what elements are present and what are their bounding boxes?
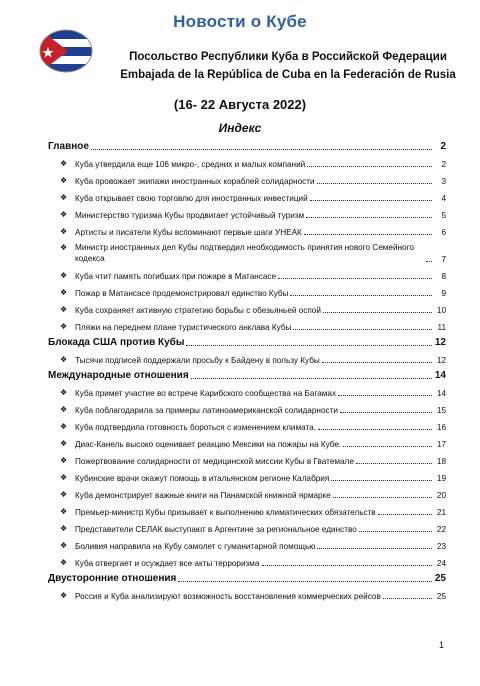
toc-page-number: 11: [437, 323, 446, 332]
toc-item-text: Артисты и писатели Кубы вспоминают первые шаги УНЕАК: [75, 228, 302, 237]
dot-leader: [178, 581, 432, 582]
toc-page-number: 12: [434, 337, 446, 348]
toc-item[interactable]: [48, 239, 446, 266]
toc-section-blockade[interactable]: [48, 334, 446, 350]
dot-leader: [426, 261, 432, 262]
page-footer-number: 1: [438, 640, 444, 650]
toc-section-title: Двусторонние отношения: [48, 573, 177, 584]
dot-leader: [278, 278, 432, 279]
dot-leader: [383, 598, 432, 599]
toc-item[interactable]: [48, 205, 446, 222]
diamond-bullet-icon: ❖: [60, 456, 68, 465]
diamond-bullet-icon: ❖: [60, 439, 68, 448]
embassy-name-ru: Посольство Республики Куба в Российской Федерации: [129, 51, 447, 63]
toc-item-text: Пляжи на переднем плане туристического анклава Кубы: [75, 323, 292, 332]
toc-item[interactable]: [48, 519, 446, 536]
toc-item[interactable]: [48, 417, 446, 434]
toc-page-number: 5: [441, 211, 446, 220]
toc-page-number: 16: [436, 423, 446, 432]
index-heading: Индекс: [218, 121, 262, 135]
toc-page-number: 10: [436, 306, 446, 315]
toc-item[interactable]: [48, 383, 446, 400]
toc-page-number: 20: [436, 491, 446, 500]
dot-leader: [304, 234, 432, 235]
toc-page-number: 18: [436, 457, 446, 466]
diamond-bullet-icon: ❖: [60, 355, 68, 364]
toc-page-number: 24: [436, 559, 446, 568]
dot-leader: [338, 395, 432, 396]
dot-leader: [318, 429, 432, 430]
toc-page-number: 25: [436, 592, 446, 601]
toc-item[interactable]: [48, 283, 446, 300]
diamond-bullet-icon: ❖: [60, 322, 68, 331]
toc-item-text: Куба поблагодарила за примеры латиноамериканской солидарности: [75, 406, 338, 415]
toc-item[interactable]: [48, 434, 446, 451]
dot-leader: [191, 378, 432, 379]
toc-item-text: Куба чтит память погибших при пожаре в Матансасе: [75, 272, 277, 281]
diamond-bullet-icon: ❖: [60, 422, 68, 431]
toc-item-text: Премьер-министр Кубы призывает к выполнению климатических обязательств: [75, 508, 376, 517]
dot-leader: [307, 166, 432, 167]
toc-item[interactable]: [48, 400, 446, 417]
diamond-bullet-icon: ❖: [60, 591, 68, 600]
toc-page-number: 9: [441, 289, 446, 298]
toc-item[interactable]: [48, 154, 446, 171]
toc-item[interactable]: [48, 350, 446, 367]
toc-item-text: Куба демонстрирует важные книги на Панамской книжной ярмарке: [75, 491, 331, 500]
dot-leader: [290, 295, 432, 296]
date-range: (16- 22 Августа 2022): [173, 97, 307, 112]
dot-leader: [91, 149, 432, 150]
toc-item-text: Боливия направила на Кубу самолет с гуманитарной помощью: [75, 542, 316, 551]
toc-item[interactable]: [48, 485, 446, 502]
toc-item[interactable]: [48, 553, 446, 570]
toc-page-number: 15: [436, 406, 446, 415]
toc-item-text: Куба отвергает и осуждает все акты терроризма: [75, 559, 260, 568]
toc-item-text: Куба примет участие во встрече Карибского сообщества на Багамах: [75, 389, 337, 398]
diamond-bullet-icon: ❖: [60, 176, 68, 185]
toc-page-number: 23: [436, 542, 446, 551]
toc-item-text: Куба подтвердила готовность бороться с изменением климата.: [75, 423, 316, 432]
diamond-bullet-icon: ❖: [60, 558, 68, 567]
diamond-bullet-icon: ❖: [60, 227, 68, 236]
toc-item[interactable]: [48, 502, 446, 519]
dot-leader: [186, 345, 432, 346]
toc-item[interactable]: [48, 171, 446, 188]
toc-item-text: Министерство туризма Кубы продвигает устойчивый туризм: [75, 211, 305, 220]
toc-item-text: Куба утвердила еще 106 микро-, средних и малых компаний: [75, 160, 306, 169]
dot-leader: [322, 362, 432, 363]
dot-leader: [323, 312, 432, 313]
diamond-bullet-icon: ❖: [60, 193, 68, 202]
toc-page-number: 2: [440, 141, 446, 152]
toc-page-number: 21: [436, 508, 446, 517]
diamond-bullet-icon: ❖: [60, 507, 68, 516]
diamond-bullet-icon: ❖: [60, 159, 68, 168]
toc-item-text: Тысячи подписей поддержали просьбу к Байдену в пользу Кубы: [75, 356, 320, 365]
toc-section-international[interactable]: [48, 367, 446, 383]
dot-leader: [356, 463, 432, 464]
diamond-bullet-icon: ❖: [60, 405, 68, 414]
dot-leader: [340, 412, 432, 413]
toc-page-number: 3: [441, 177, 446, 186]
diamond-bullet-icon: ❖: [60, 524, 68, 533]
toc-item-text: Куба сохраняет активную стратегию борьбы с обезьяньей оспой: [75, 306, 321, 315]
dot-leader: [317, 548, 432, 549]
dot-leader: [293, 329, 432, 330]
diamond-bullet-icon: ❖: [60, 388, 68, 397]
toc-section-bilateral[interactable]: [48, 570, 446, 586]
diamond-bullet-icon: ❖: [60, 541, 68, 550]
toc-page-number: 6: [441, 228, 446, 237]
toc-section-title: Блокада США против Кубы: [48, 337, 185, 348]
diamond-bullet-icon: ❖: [60, 305, 68, 314]
toc-section-title: Международные отношения: [48, 370, 189, 381]
toc-page-number: 17: [436, 440, 446, 449]
diamond-bullet-icon: ❖: [60, 490, 68, 499]
diamond-bullet-icon: ❖: [60, 271, 68, 280]
table-of-contents: [48, 138, 446, 603]
toc-item[interactable]: [48, 317, 446, 334]
diamond-bullet-icon: ❖: [60, 243, 68, 252]
toc-item[interactable]: [48, 266, 446, 283]
toc-page-number: 14: [436, 389, 446, 398]
embassy-name-es: Embajada de la República de Cuba en la Federación de Rusia: [120, 69, 456, 81]
dot-leader: [378, 514, 432, 515]
toc-item-text: Пожертвование солидарности от медицинской миссии Кубы в Гватемале: [75, 457, 354, 466]
toc-item-text: Представители СЕЛАК выступают в Аргентине за региональное единство: [75, 525, 357, 534]
toc-item[interactable]: [48, 222, 446, 239]
toc-page-number: 25: [434, 573, 446, 584]
toc-page-number: 7: [441, 255, 446, 264]
dot-leader: [306, 217, 432, 218]
toc-item-text: Диас-Канель высоко оценивает реакцию Мексики на пожары на Кубе.: [75, 440, 342, 449]
toc-item-text: Россия и Куба анализируют возможность восстановления коммерческих рейсов: [75, 592, 381, 601]
toc-section-title: Главное: [48, 141, 89, 152]
toc-page-number: 22: [436, 525, 446, 534]
toc-page-number: 12: [436, 356, 446, 365]
toc-page-number: 19: [436, 474, 446, 483]
toc-item[interactable]: [48, 300, 446, 317]
toc-item-text: Министр иностранных дел Кубы подтвердил необходимость принятия нового Семейного кодекса: [75, 243, 414, 263]
toc-item[interactable]: [48, 536, 446, 553]
dot-leader: [262, 565, 433, 566]
cuban-flag-emblem-icon: [38, 28, 94, 74]
diamond-bullet-icon: ❖: [60, 210, 68, 219]
toc-page-number: 8: [441, 272, 446, 281]
dot-leader: [359, 531, 432, 532]
toc-item[interactable]: [48, 188, 446, 205]
toc-page-number: 2: [441, 160, 446, 169]
toc-page-number: 4: [441, 194, 446, 203]
diamond-bullet-icon: ❖: [60, 473, 68, 482]
toc-page-number: 14: [434, 370, 446, 381]
toc-item-text: Куба открывает свою торговлю для иностранных инвестиций: [75, 194, 308, 203]
diamond-bullet-icon: ❖: [60, 288, 68, 297]
dot-leader: [333, 497, 432, 498]
toc-item-text: Кубинские врачи окажут помощь в итальянском регионе Калабрия: [75, 474, 330, 483]
page-title: Новости о Кубе: [173, 12, 307, 31]
toc-item[interactable]: [48, 468, 446, 485]
dot-leader: [343, 446, 432, 447]
dot-leader: [331, 480, 432, 481]
dot-leader: [317, 183, 432, 184]
toc-item[interactable]: [48, 451, 446, 468]
toc-item-text: Куба провожает экипажи иностранных кораблей солидарности: [75, 177, 315, 186]
toc-section-main[interactable]: [48, 138, 446, 154]
toc-item[interactable]: [48, 586, 446, 603]
toc-item-text: Пожар в Матансасе продемонстрировал единство Кубы: [75, 289, 289, 298]
dot-leader: [310, 200, 432, 201]
